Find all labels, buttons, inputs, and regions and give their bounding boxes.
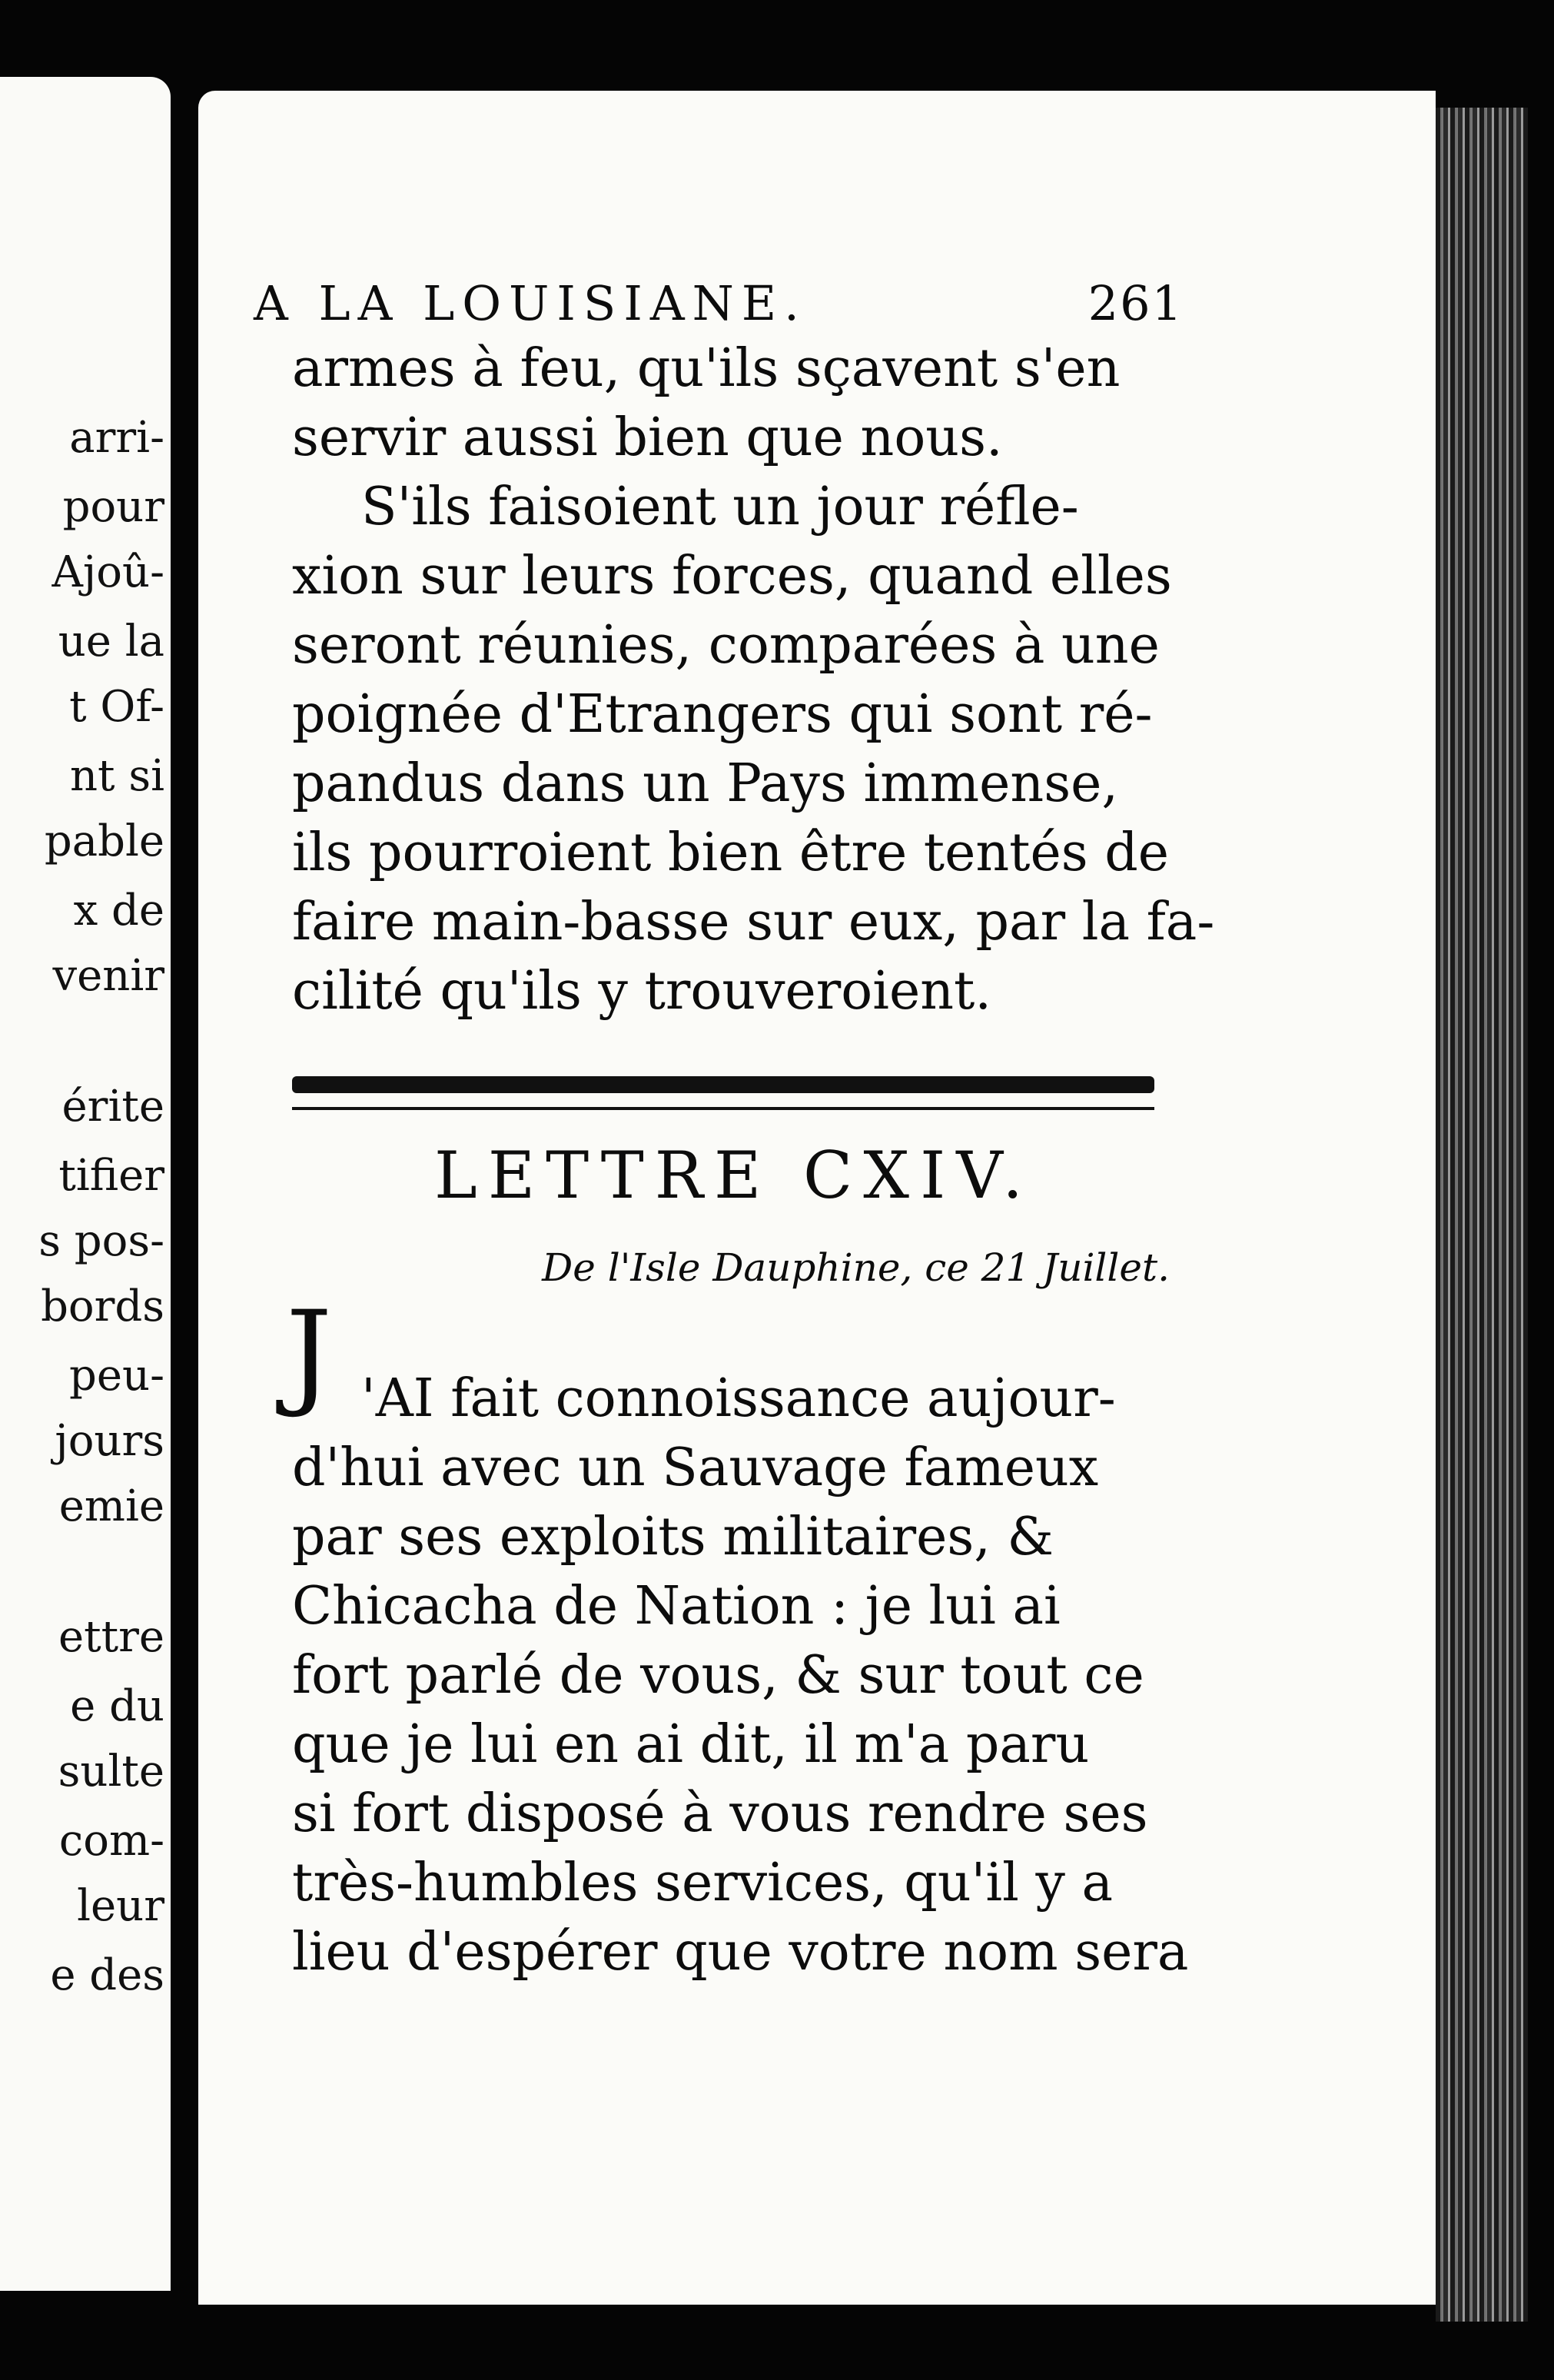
facing-line: x de [73,886,164,936]
letter-line: 'AI fait connoissance aujour- [361,1368,1116,1429]
facing-page [0,77,171,2291]
facing-line: pable [44,816,164,866]
section-rule-thin [292,1107,1154,1110]
facing-line: e des [50,1950,164,2000]
facing-line: pour [62,482,164,532]
facing-line: ettre [58,1612,164,1662]
body-line: seront réunies, comparées à une [292,615,1160,676]
page-number: 261 [1087,275,1184,331]
facing-line: leur [77,1881,164,1931]
letter-line: très-humbles services, qu'il y a [292,1853,1114,1913]
body-line: pandus dans un Pays immense, [292,753,1118,814]
letter-title: LETTRE CXIV. [434,1138,1034,1213]
facing-line: s pos- [38,1216,164,1266]
facing-line: com- [58,1816,164,1866]
facing-line: arri- [69,413,164,463]
letter-line: lieu d'espérer que votre nom sera [292,1922,1189,1983]
facing-line: venir [52,951,164,1001]
facing-line: tifier [58,1151,164,1201]
body-line: armes à feu, qu'ils sçavent s'en [292,338,1121,399]
facing-line: érite [61,1082,164,1132]
facing-line: t Of- [69,682,164,732]
running-head [254,275,1184,331]
body-line: poignée d'Etrangers qui sont ré- [292,684,1153,745]
body-line: cilité qu'ils y trouveroient. [292,961,991,1022]
facing-line: jours [55,1416,164,1466]
running-head-title: A LA LOUISIANE. [254,275,807,331]
letter-line: fort parlé de vous, & sur tout ce [292,1645,1144,1706]
facing-line: peu- [69,1351,164,1401]
letter-line: si fort disposé à vous rendre ses [292,1783,1148,1844]
letter-line: que je lui en ai dit, il m'a paru [292,1714,1090,1775]
facing-line: Ajoû- [51,547,164,597]
body-line: ils pourroient bien être tentés de [292,823,1170,883]
drop-cap: J [286,1287,333,1421]
letter-dateline: De l'Isle Dauphine, ce 21 Juillet. [542,1245,1170,1290]
body-line: servir aussi bien que nous. [292,407,1003,468]
letter-line: Chicacha de Nation : je lui ai [292,1576,1061,1637]
section-rule [292,1076,1154,1093]
facing-line: sulte [58,1747,164,1797]
facing-line: ue la [58,617,164,666]
facing-line: e du [70,1681,164,1731]
body-line: faire main-basse sur eux, par la fa- [292,892,1215,952]
body-line: S'ils faisoient un jour réfle- [361,477,1079,537]
facing-line: emie [58,1481,164,1531]
letter-line: d'hui avec un Sauvage fameux [292,1438,1099,1498]
facing-line: bords [41,1281,164,1331]
letter-line: par ses exploits militaires, & [292,1507,1054,1567]
body-line: xion sur leurs forces, quand elles [292,546,1172,607]
page-edges [1436,108,1528,2322]
facing-line: nt si [69,751,164,801]
